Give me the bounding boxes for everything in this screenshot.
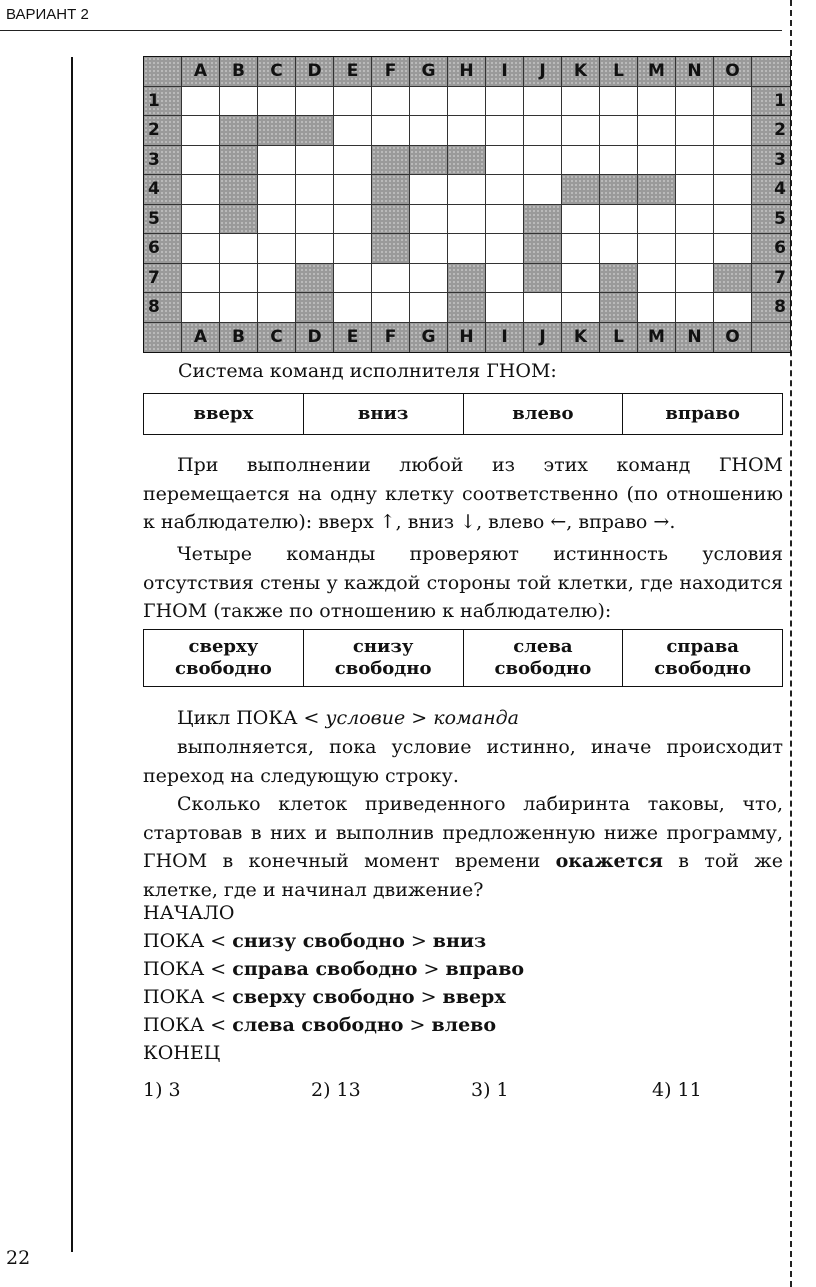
maze-wall-cell	[372, 175, 410, 205]
maze-column-label: C	[258, 57, 296, 87]
maze-empty-cell	[410, 175, 448, 205]
program-line-3: ПОКА < сверху свободно > вверх	[143, 986, 506, 1008]
maze-column-label: L	[600, 57, 638, 87]
maze-empty-cell	[410, 205, 448, 235]
maze-empty-cell	[714, 116, 752, 146]
maze-empty-cell	[182, 293, 220, 323]
maze-empty-cell	[372, 293, 410, 323]
paragraph-moves: При выполнении любой из этих команд ГНОМ перемещается на одну клетку соответственно (по отношению к наблюдателю): вверх ↑, вниз ↓, влево ←, вправо →.	[143, 454, 783, 533]
maze-empty-cell	[258, 175, 296, 205]
maze-column-label: D	[296, 57, 334, 87]
loop-description: выполняется, пока условие истинно, иначе происходит переход на следующую строку.	[143, 736, 783, 787]
maze-empty-cell	[486, 175, 524, 205]
maze-corner	[752, 323, 790, 353]
answer-option-4: 4) 11	[652, 1079, 702, 1101]
maze-empty-cell	[486, 146, 524, 176]
paragraph-conditions: Четыре команды проверяют истинность условия отсутствия стены у каждой стороны той клетки, где находится ГНОМ (также по отношению к наблюдателю):	[143, 543, 783, 622]
maze-wall-cell	[296, 264, 334, 294]
maze-wall-cell	[372, 234, 410, 264]
maze-column-label: M	[638, 323, 676, 353]
maze-wall-cell	[448, 146, 486, 176]
maze-column-label: A	[182, 323, 220, 353]
maze-wall-cell	[714, 264, 752, 294]
maze-empty-cell	[486, 205, 524, 235]
maze-empty-cell	[258, 87, 296, 117]
maze-wall-cell	[372, 146, 410, 176]
maze-row-label: 8	[752, 293, 790, 323]
maze-column-label: N	[676, 57, 714, 87]
cmd-up: вверх	[144, 394, 304, 435]
maze-empty-cell	[448, 175, 486, 205]
cond-top: сверху свободно	[144, 630, 304, 687]
maze-empty-cell	[334, 175, 372, 205]
program-line-2: ПОКА < справа свободно > вправо	[143, 958, 525, 980]
maze-empty-cell	[714, 87, 752, 117]
maze-empty-cell	[524, 146, 562, 176]
maze-empty-cell	[220, 264, 258, 294]
maze-wall-cell	[220, 175, 258, 205]
maze-row-label: 7	[144, 264, 182, 294]
maze-column-label: K	[562, 323, 600, 353]
maze-empty-cell	[676, 87, 714, 117]
maze-empty-cell	[258, 264, 296, 294]
maze-empty-cell	[638, 205, 676, 235]
maze-empty-cell	[714, 234, 752, 264]
maze-empty-cell	[600, 87, 638, 117]
maze-empty-cell	[334, 234, 372, 264]
maze-wall-cell	[220, 116, 258, 146]
maze-empty-cell	[600, 116, 638, 146]
maze-wall-cell	[448, 293, 486, 323]
maze-column-label: J	[524, 323, 562, 353]
maze-empty-cell	[562, 87, 600, 117]
maze-empty-cell	[372, 87, 410, 117]
maze-empty-cell	[410, 87, 448, 117]
maze-wall-cell	[372, 205, 410, 235]
maze-wall-cell	[448, 264, 486, 294]
maze-row-label: 1	[752, 87, 790, 117]
maze-empty-cell	[676, 146, 714, 176]
maze-empty-cell	[372, 264, 410, 294]
maze-row-label: 5	[752, 205, 790, 235]
maze-empty-cell	[486, 116, 524, 146]
maze-empty-cell	[296, 146, 334, 176]
maze-wall-cell	[638, 175, 676, 205]
maze-column-label: D	[296, 323, 334, 353]
maze-wall-cell	[562, 175, 600, 205]
maze-empty-cell	[258, 293, 296, 323]
program-line-1: ПОКА < снизу свободно > вниз	[143, 930, 487, 952]
maze-empty-cell	[296, 205, 334, 235]
maze-column-label: H	[448, 323, 486, 353]
maze-empty-cell	[410, 116, 448, 146]
maze-row-label: 5	[144, 205, 182, 235]
maze-row-label: 1	[144, 87, 182, 117]
maze-column-label: E	[334, 57, 372, 87]
maze-column-label: G	[410, 57, 448, 87]
maze-empty-cell	[638, 116, 676, 146]
maze-empty-cell	[220, 293, 258, 323]
maze-row-label: 2	[752, 116, 790, 146]
maze-row-label: 2	[144, 116, 182, 146]
maze-column-label: H	[448, 57, 486, 87]
maze-wall-cell	[220, 146, 258, 176]
maze-wall-cell	[258, 116, 296, 146]
maze-empty-cell	[334, 205, 372, 235]
question-text: Сколько клеток приведенного лабиринта таковы, что, стартовав в них и выполнив предложенную ниже программу, ГНОМ в конечный момент времени окажется в той же клетке, где и начинал движение?	[143, 793, 783, 901]
maze-wall-cell	[600, 175, 638, 205]
maze-empty-cell	[600, 234, 638, 264]
maze-column-label: B	[220, 57, 258, 87]
maze-empty-cell	[448, 87, 486, 117]
maze-column-label: M	[638, 57, 676, 87]
maze-empty-cell	[638, 87, 676, 117]
maze-column-label: J	[524, 57, 562, 87]
page-header	[0, 0, 782, 31]
maze-empty-cell	[334, 146, 372, 176]
maze-column-label: I	[486, 323, 524, 353]
program-start: НАЧАЛО	[143, 902, 235, 924]
maze-empty-cell	[296, 87, 334, 117]
condition-commands-table	[143, 629, 783, 687]
cond-left: слева свободно	[463, 630, 623, 687]
program-line-4: ПОКА < слева свободно > влево	[143, 1014, 497, 1036]
maze-row-label: 4	[144, 175, 182, 205]
maze-empty-cell	[410, 293, 448, 323]
maze-empty-cell	[676, 175, 714, 205]
maze-corner	[144, 323, 182, 353]
maze-empty-cell	[182, 87, 220, 117]
maze-empty-cell	[676, 293, 714, 323]
maze-empty-cell	[562, 146, 600, 176]
maze-row-label: 6	[752, 234, 790, 264]
loop-definition: Цикл ПОКА < условие > команда	[177, 707, 519, 729]
maze-row-label: 6	[144, 234, 182, 264]
maze-wall-cell	[296, 293, 334, 323]
maze-wall-cell	[524, 264, 562, 294]
maze-empty-cell	[334, 293, 372, 323]
maze-empty-cell	[524, 87, 562, 117]
maze-empty-cell	[562, 205, 600, 235]
maze-empty-cell	[220, 87, 258, 117]
maze-empty-cell	[486, 264, 524, 294]
maze-column-label: C	[258, 323, 296, 353]
maze-empty-cell	[676, 116, 714, 146]
maze-empty-cell	[676, 234, 714, 264]
maze-empty-cell	[524, 175, 562, 205]
maze-empty-cell	[220, 234, 258, 264]
maze-corner	[752, 57, 790, 87]
maze-empty-cell	[714, 205, 752, 235]
maze-empty-cell	[600, 146, 638, 176]
maze-empty-cell	[486, 87, 524, 117]
maze-empty-cell	[676, 205, 714, 235]
maze-empty-cell	[182, 264, 220, 294]
maze-empty-cell	[258, 234, 296, 264]
maze-column-label: O	[714, 323, 752, 353]
maze-empty-cell	[448, 116, 486, 146]
variant-label: ВАРИАНТ 2	[6, 6, 89, 23]
maze-empty-cell	[182, 116, 220, 146]
maze-wall-cell	[524, 205, 562, 235]
maze-empty-cell	[182, 234, 220, 264]
maze-empty-cell	[410, 234, 448, 264]
maze-empty-cell	[258, 205, 296, 235]
margin-line	[71, 57, 73, 1252]
maze-empty-cell	[562, 293, 600, 323]
maze-wall-cell	[296, 116, 334, 146]
maze-empty-cell	[676, 264, 714, 294]
maze-column-label: F	[372, 57, 410, 87]
cond-bottom: снизу свободно	[303, 630, 463, 687]
answer-option-3: 3) 1	[471, 1079, 509, 1101]
maze-wall-cell	[524, 234, 562, 264]
maze-wall-cell	[410, 146, 448, 176]
maze-corner	[144, 57, 182, 87]
maze-empty-cell	[562, 264, 600, 294]
cond-right: справа свободно	[623, 630, 783, 687]
maze-empty-cell	[334, 116, 372, 146]
page-number: 22	[6, 1247, 31, 1269]
maze-empty-cell	[638, 293, 676, 323]
maze-empty-cell	[524, 293, 562, 323]
program-end: КОНЕЦ	[143, 1042, 221, 1064]
answer-option-2: 2) 13	[311, 1079, 361, 1101]
maze-empty-cell	[524, 116, 562, 146]
maze-empty-cell	[486, 293, 524, 323]
cmd-down: вниз	[303, 394, 463, 435]
move-commands-table	[143, 393, 783, 435]
intro-text: Система команд исполнителя ГНОМ:	[178, 360, 557, 382]
answer-option-1: 1) 3	[143, 1079, 181, 1101]
maze-empty-cell	[296, 234, 334, 264]
maze-column-label: L	[600, 323, 638, 353]
maze-column-label: O	[714, 57, 752, 87]
maze-empty-cell	[182, 175, 220, 205]
maze-column-label: B	[220, 323, 258, 353]
maze-wall-cell	[600, 293, 638, 323]
maze-column-label: F	[372, 323, 410, 353]
maze-empty-cell	[182, 146, 220, 176]
maze-empty-cell	[638, 264, 676, 294]
cmd-left: влево	[463, 394, 623, 435]
maze-row-label: 4	[752, 175, 790, 205]
maze-grid	[143, 56, 791, 353]
maze-empty-cell	[714, 293, 752, 323]
maze-empty-cell	[410, 264, 448, 294]
maze-empty-cell	[562, 116, 600, 146]
maze-empty-cell	[296, 175, 334, 205]
maze-row-label: 3	[752, 146, 790, 176]
maze-empty-cell	[486, 234, 524, 264]
maze-column-label: I	[486, 57, 524, 87]
maze-empty-cell	[448, 234, 486, 264]
maze-empty-cell	[258, 146, 296, 176]
maze-column-label: K	[562, 57, 600, 87]
maze-row-label: 3	[144, 146, 182, 176]
maze-empty-cell	[600, 205, 638, 235]
maze-empty-cell	[372, 116, 410, 146]
maze-row-label: 7	[752, 264, 790, 294]
maze-empty-cell	[334, 264, 372, 294]
maze-column-label: G	[410, 323, 448, 353]
maze-empty-cell	[714, 175, 752, 205]
maze-empty-cell	[638, 234, 676, 264]
maze-wall-cell	[600, 264, 638, 294]
maze-empty-cell	[638, 146, 676, 176]
cmd-right: вправо	[623, 394, 783, 435]
maze-empty-cell	[714, 146, 752, 176]
maze-empty-cell	[562, 234, 600, 264]
maze-column-label: A	[182, 57, 220, 87]
maze-column-label: N	[676, 323, 714, 353]
maze-empty-cell	[182, 205, 220, 235]
maze-empty-cell	[448, 205, 486, 235]
maze-row-label: 8	[144, 293, 182, 323]
maze-empty-cell	[334, 87, 372, 117]
maze-wall-cell	[220, 205, 258, 235]
maze-column-label: E	[334, 323, 372, 353]
